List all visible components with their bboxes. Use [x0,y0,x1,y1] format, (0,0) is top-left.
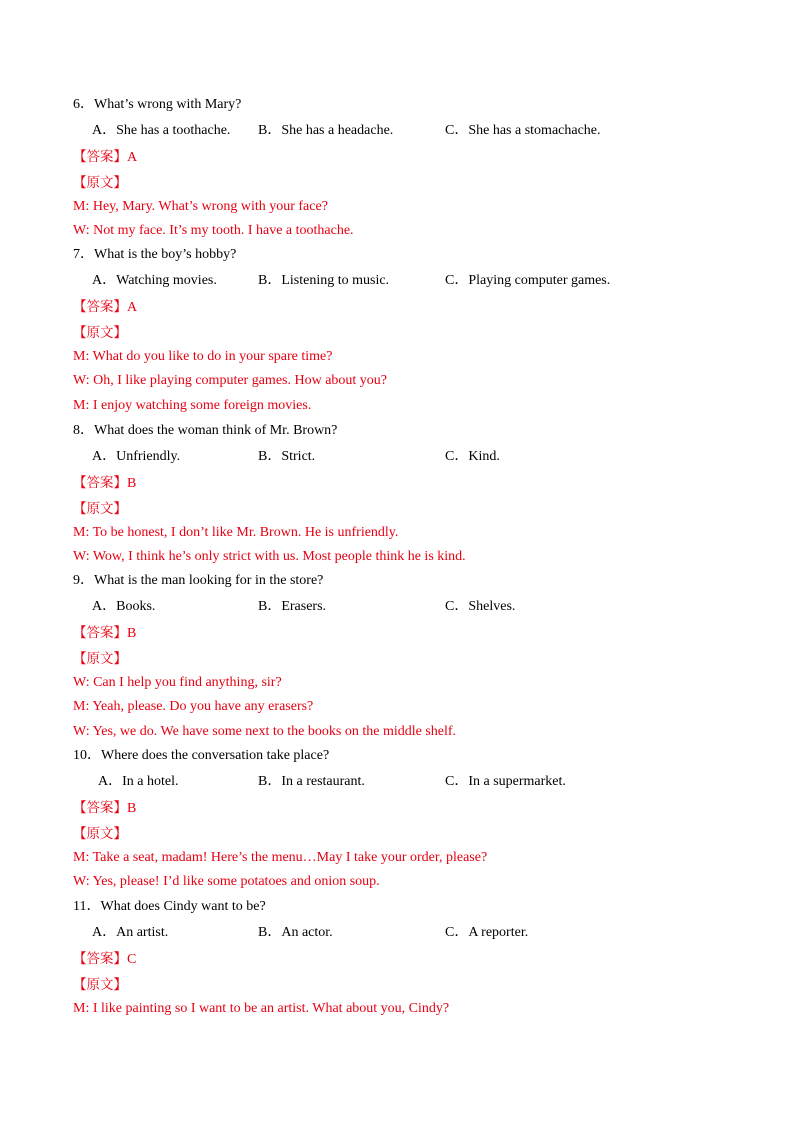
option-a: A．Unfriendly. [92,449,181,464]
answer-line [73,624,136,643]
transcript-tag: 【原文】 [73,826,127,842]
option-b: B．Erasers. [258,599,327,614]
question-stem: 11．What does Cindy want to be? [73,899,266,914]
option-a: A．She has a toothache. [92,123,231,138]
option-c: C．Kind. [445,449,500,464]
question-stem: 6．What’s wrong with Mary? [73,97,242,112]
transcript-tag: 【原文】 [73,175,127,191]
option-b: B．She has a headache. [258,123,394,138]
transcript-line: W: Wow, I think he’s only strict with us. Most people think he is kind. [73,549,466,564]
transcript-line: W: Yes, please! I’d like some potatoes and onion soup. [73,874,380,889]
transcript-line: M: I enjoy watching some foreign movies. [73,398,312,413]
transcript-line: M: To be honest, I don’t like Mr. Brown. He is unfriendly. [73,525,399,540]
answer-line [73,148,137,167]
option-c: C．A reporter. [445,925,529,940]
transcript-line: W: Oh, I like playing computer games. How about you? [73,373,388,388]
option-b: B．An actor. [258,925,333,940]
answer-tag: 【答案】 [73,149,127,165]
option-c: C．In a supermarket. [445,774,566,789]
answer-value: B [127,476,137,491]
answer-tag: 【答案】 [73,951,127,967]
answer-value: B [127,626,137,641]
answer-value: B [127,801,137,816]
answer-line [73,474,136,493]
answer-value: A [127,300,138,315]
answer-value: C [127,952,137,967]
transcript-line: W: Yes, we do. We have some next to the books on the middle shelf. [73,724,457,739]
answer-line [73,298,137,317]
option-b: B．In a restaurant. [258,774,365,789]
transcript-line: M: Yeah, please. Do you have any erasers? [73,699,314,714]
question-stem: 9．What is the man looking for in the store? [73,573,324,588]
answer-line [73,950,136,969]
transcript-tag: 【原文】 [73,501,127,517]
transcript-line: M: Hey, Mary. What’s wrong with your face? [73,199,328,214]
option-b: B．Listening to music. [258,273,390,288]
option-c: C．Shelves. [445,599,516,614]
answer-tag: 【答案】 [73,625,127,641]
question-stem: 10．Where does the conversation take place? [73,748,330,763]
option-b: B．Strict. [258,449,316,464]
answer-tag: 【答案】 [73,299,127,315]
question-stem: 7．What is the boy’s hobby? [73,247,237,262]
transcript-line: W: Can I help you find anything, sir? [73,675,282,690]
transcript-line: W: Not my face. It’s my tooth. I have a toothache. [73,223,354,238]
transcript-line: M: Take a seat, madam! Here’s the menu…May I take your order, please? [73,850,488,865]
answer-tag: 【答案】 [73,475,127,491]
answer-value: A [127,150,138,165]
transcript-tag: 【原文】 [73,977,127,993]
transcript-line: M: I like painting so I want to be an artist. What about you, Cindy? [73,1001,450,1016]
option-a: A．Books. [92,599,156,614]
option-c: C．She has a stomachache. [445,123,601,138]
answer-line [73,799,136,818]
option-a: A．In a hotel. [98,774,179,789]
answer-tag: 【答案】 [73,800,127,816]
option-a: A．An artist. [92,925,169,940]
transcript-line: M: What do you like to do in your spare time? [73,349,333,364]
option-c: C．Playing computer games. [445,273,611,288]
question-stem: 8．What does the woman think of Mr. Brown? [73,423,338,438]
option-a: A．Watching movies. [92,273,217,288]
transcript-tag: 【原文】 [73,325,127,341]
transcript-tag: 【原文】 [73,651,127,667]
